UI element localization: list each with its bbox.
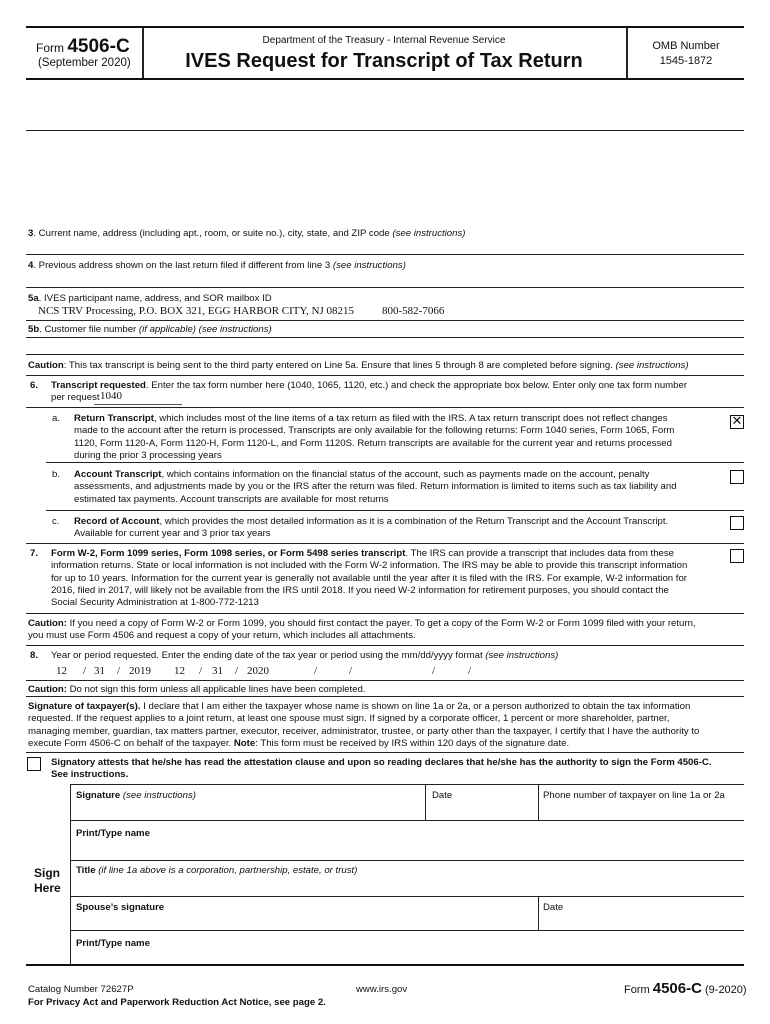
caution-3: Caution: Do not sign this form unless all applicable lines have been completed. [28,684,366,695]
year-period-fields[interactable] [56,665,476,679]
w2-transcript-checkbox[interactable] [730,549,744,563]
line-rule [70,930,744,931]
sign-label: Sign [34,866,60,880]
line-5a-phone[interactable]: 800-582-7066 [382,305,445,317]
footer-rule [26,964,744,966]
line-rule [26,752,744,753]
signature-field[interactable]: Signature (see instructions) [76,790,196,801]
line-rule [26,543,744,544]
line-6-input-rule [94,404,182,405]
line-5a-value[interactable]: NCS TRV Processing, P.O. BOX 321, EGG HARBOR CITY, NJ 08215 [38,305,355,317]
caution-2: Caution: If you need a copy of Form W-2 or Form 1099, you should first contact the payer. To get a copy of the Form W-2 or Form 1099 filed with your return, you must use Form 4506 and request a copy of your return, which includes all attachments. [28,618,696,642]
line-4-label: 4. Previous address shown on the last return filed if different from line 3 (see instructions) [28,260,406,271]
print-name-2-field[interactable]: Print/Type name [76,938,150,949]
phone-field[interactable]: Phone number of taxpayer on line 1a or 2a [543,790,725,801]
title-field[interactable]: Title (if line 1a above is a corporation, partnership, estate, or trust) [76,865,358,876]
line-rule [26,613,744,614]
privacy-notice: For Privacy Act and Paperwork Reduction Act Notice, see page 2. [28,997,326,1008]
header-bottom-rule [26,78,744,80]
line-rule [26,375,744,376]
here-label: Here [34,881,61,895]
form-date: (September 2020) [38,57,131,69]
line-6a-text: Return Transcript, which includes most of the line items of a tax return as filed with the IRS. A tax return transcript does not reflect changes made to the account after the return is processed. Transcripts are only available for the following returns: Form 1040 series, Form 1065, Form 1120, Form 1120-A, Form 1120-H, Form 1120-L, and Form 1120S. Return transcripts are available for the current year and returns processed during the prior 3 processing years [74,413,675,461]
line-rule [46,510,744,511]
line-6c-text: Record of Account, which provides the most detailed information as it is a combination of the Return Transcript and the Account Transcript. Available for current year and 3 prior tax years [74,516,669,540]
line-rule [46,462,744,463]
line-6b-text: Account Transcript, which contains information on the financial status of the account, such as payments made on the account, penalty assessments, and adjustments made by you or the IRS after the return was filed. Return information is limited to items such as tax liability and estimated tax payments. Account transcripts are available for most returns [74,469,677,505]
irs-website[interactable]: www.irs.gov [356,984,408,995]
line-rule [26,287,744,288]
period-1-day[interactable]: 31 [94,665,105,677]
line-8-num: 8. [30,650,39,661]
date-slash: / [235,665,239,677]
agency-name: Department of the Treasury - Internal Revenue Service [262,35,506,46]
omb-number: 1545-1872 [659,55,713,67]
date-slash: / [199,665,203,677]
line-rule [26,320,744,321]
account-transcript-checkbox[interactable] [730,470,744,484]
line-6-num: 6. [30,380,39,391]
omb-label: OMB Number [652,40,720,52]
period-2-day[interactable]: 31 [212,665,223,677]
line-8-text: Year or period requested. Enter the ending date of the tax year or period using the mm/dd/yyyy format (see instructions) [51,650,559,661]
line-rule [26,680,744,681]
signature-declaration: Signature of taxpayer(s). I declare that I am either the taxpayer whose name is shown on line 1a or 2a, or a person authorized to obtain the tax information requested. If the request applies to a joint return, at least one spouse must sign. If signed by a corporate officer, 1 percent or more shareholder, partner, managing member, guardian, tax matters partner, executor, receiver, administrator, trustee, or party other than the taxpayer, I certify that I have the authority to execute Form 4506-C on behalf of the taxpayer. Note: This form must be received by IRS within 120 days of the signature date. [28,701,700,749]
sign-box-left-border [70,784,71,964]
print-name-field[interactable]: Print/Type name [76,828,150,839]
period-1-year[interactable]: 2019 [129,665,151,677]
field-divider [538,896,539,930]
line-5a-label: 5a. IVES participant name, address, and SOR mailbox ID [28,293,272,304]
field-divider [425,784,426,820]
check-mark-icon: ✕ [731,414,743,429]
field-divider [538,784,539,820]
line-6-form-number[interactable]: 1040 [100,390,122,402]
line-rule [70,860,744,861]
line-6b-letter: b. [52,469,61,480]
header-top-rule [26,26,744,28]
line-rule [26,337,744,338]
line-3-label: 3. Current name, address (including apt., room, or suite no.), city, state, and ZIP code (see instructions) [28,228,466,239]
form-id: Form 4506-C [36,36,130,57]
line-rule [26,254,744,255]
spouse-signature-field[interactable]: Spouse’s signature [76,902,165,913]
date-slash: / [314,665,318,677]
catalog-number: Catalog Number 72627P [28,984,134,995]
attestation-text: Signatory attests that he/she has read the attestation clause and upon so reading declares that he/she has the authority to sign the Form 4506-C. See instructions. [51,757,712,781]
date-slash: / [117,665,121,677]
date-slash: / [468,665,472,677]
line-6c-letter: c. [52,516,60,527]
line-rule [26,645,744,646]
line-rule [70,820,744,821]
line-6a-letter: a. [52,413,61,424]
date-slash: / [349,665,353,677]
date-slash: / [83,665,87,677]
record-of-account-checkbox[interactable] [730,516,744,530]
line-rule [70,784,744,785]
caution-1: Caution: This tax transcript is being sent to the third party entered on Line 5a. Ensure that lines 5 through 8 are completed before signing. (see instructions) [28,360,689,371]
line-rule [26,407,744,408]
spouse-date-field[interactable]: Date [543,902,564,913]
attestation-checkbox[interactable] [27,757,41,771]
period-1-month[interactable]: 12 [56,665,67,677]
form-number: 4506-C [67,36,130,57]
period-2-month[interactable]: 12 [174,665,185,677]
header-divider-right [626,28,628,78]
line-7-text: Form W-2, Form 1099 series, Form 1098 series, or Form 5498 series transcript. The IRS can provide a transcript that includes data from these information returns. State or local information is not included with the Form W-2 information. The IRS may be able to provide this transcript information for up to 10 years. Information for the current year is generally not available until the year after it is filed with the IRS. For example, W-2 information for 2016, filed in 2017, will likely not be available from the IRS until 2018. If you need W-2 information for retirement purposes, you should contact the Social Security Administration at 1-800-772-1213 [51,548,688,609]
date-slash: / [432,665,436,677]
return-transcript-checkbox[interactable] [730,415,744,429]
line-7-num: 7. [30,548,39,559]
line-5b-label: 5b. Customer file number (if applicable) (see instructions) [28,324,272,335]
period-2-year[interactable]: 2020 [247,665,269,677]
line-6-text: Transcript requested. Enter the tax form number here (1040, 1065, 1120, etc.) and check the appropriate box below. Enter only one tax form number per request [51,380,688,404]
footer-form-id: Form 4506-C (9-2020) [624,980,747,997]
date-field[interactable]: Date [432,790,453,801]
page-title: IVES Request for Transcript of Tax Return [185,50,583,72]
line-rule [26,354,744,355]
line-rule [70,896,744,897]
line-rule [26,130,744,131]
line-rule [26,696,744,697]
